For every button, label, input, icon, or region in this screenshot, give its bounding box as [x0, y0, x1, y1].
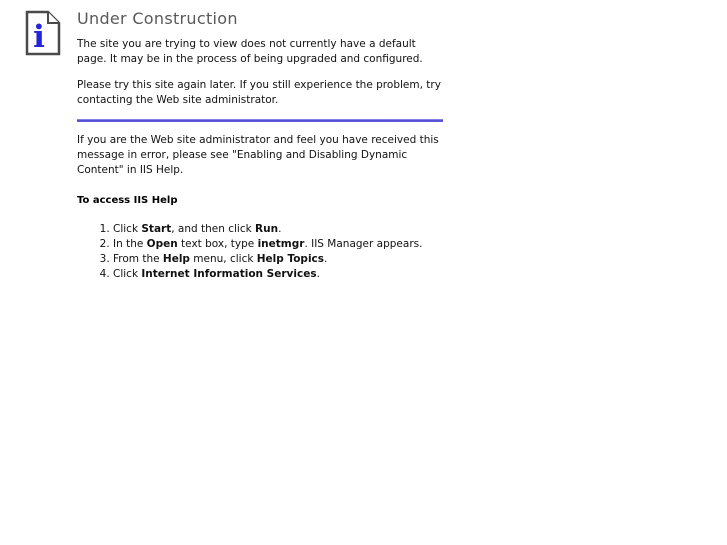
help-heading: To access IIS Help [77, 195, 178, 206]
info-letter: i [33, 19, 45, 55]
retry-paragraph: Please try this site again later. If you still experience the problem, try contacting the Web site administrator. [77, 79, 441, 106]
icon-cell [25, 10, 77, 60]
help-steps-list [77, 222, 443, 282]
help-step: 4. Click Internet Information Services. [113, 267, 443, 282]
divider [77, 119, 443, 122]
intro-paragraph: The site you are trying to view does not currently have a default page. It may be in the process of being upgraded and configured. [77, 38, 423, 65]
help-step: 2. In the Open text box, type inetmgr. IIS Manager appears. [113, 237, 443, 252]
page-title: Under Construction [77, 9, 238, 28]
help-step: 3. From the Help menu, click Help Topics. [113, 252, 443, 267]
help-step: 1. Click Start, and then click Run. [113, 222, 443, 237]
admin-paragraph: If you are the Web site administrator and feel you have received this message in error, please see "Enabling and Disabling Dynamic Content" in IIS Help. [77, 134, 439, 176]
info-page-icon [25, 10, 61, 56]
content-column [77, 10, 443, 282]
